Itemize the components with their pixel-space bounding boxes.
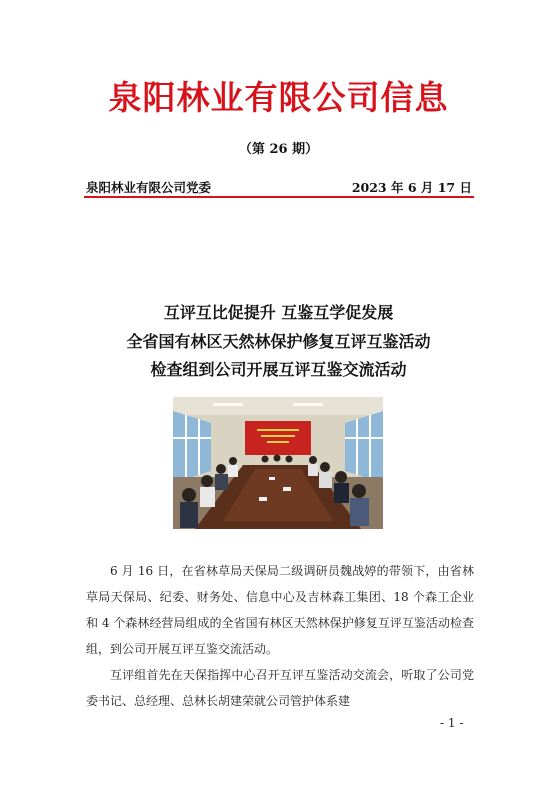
headline-line-2: 全省国有林区天然林保护修复互评互鉴活动 [126,332,431,351]
masthead-title: 泉阳林业有限公司信息 [108,78,449,117]
red-divider [84,196,474,198]
body-paragraph-2: 互评组首先在天保指挥中心召开互评互鉴活动交流会，听取了公司党委书记、总经理、总林长胡建荣就公司管护体系建 [86,668,474,708]
publish-date: 2023 年 6 月 17 日 [351,180,472,195]
headline-line-1: 互评互比促提升 互鉴互学促发展 [163,303,394,322]
issue-number: （第 26 期） [238,142,319,157]
body-paragraph-1: 6 月 16 日，在省林草局天保局二级调研员魏战婷的带领下，由省林草局天保局、纪委、财务处、信息中心及吉林森工集团、18 个森工企业和 4 个森林经营局组成的全省国有林区天然林保护修复互评互鉴活动检查组，到公司开展互评互鉴交流活动。 [86,564,474,656]
meeting-photo [173,397,383,529]
article-body [86,558,474,714]
publisher: 泉阳林业有限公司党委 [86,180,212,195]
meta-row [86,178,472,196]
headline-line-3: 检查组到公司开展互评互鉴交流活动 [150,360,407,379]
meeting-photo-illustration [173,397,383,529]
page-number: - 1 - [440,716,464,730]
